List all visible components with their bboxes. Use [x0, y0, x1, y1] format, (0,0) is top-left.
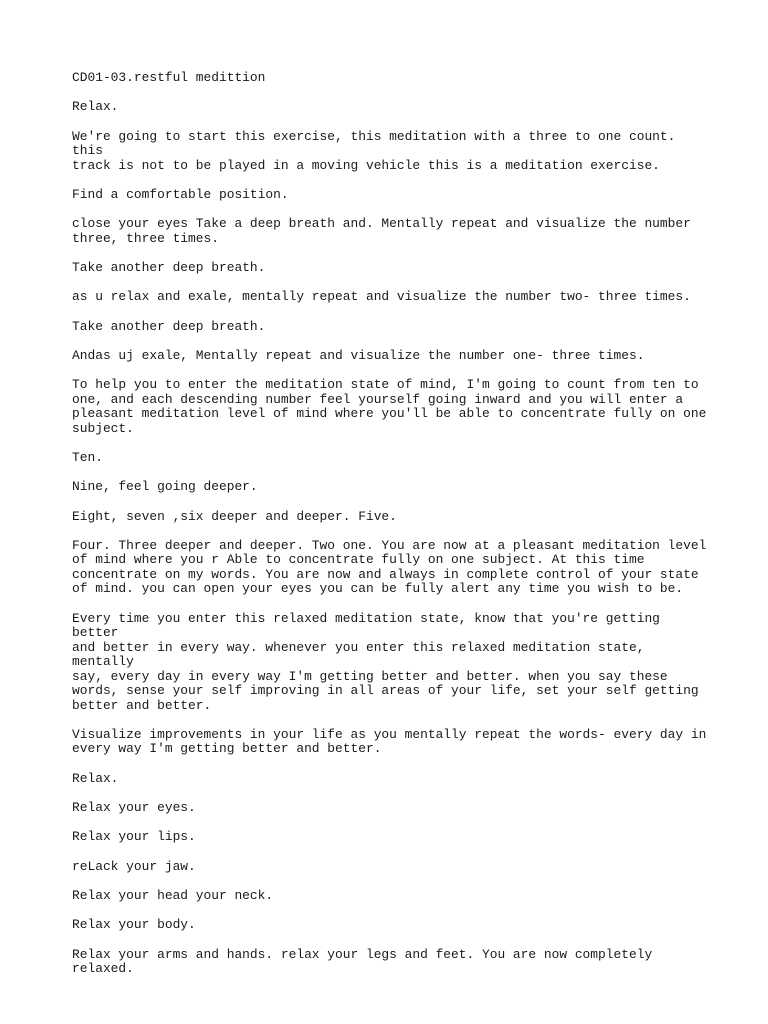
text-line: Take another deep breath. — [72, 318, 266, 334]
text-line: Take another deep breath. — [72, 259, 266, 275]
text-line: To help you to enter the meditation state of mind, I'm going to count from ten to — [72, 377, 699, 393]
text-line: reLack your jaw. — [72, 858, 196, 874]
paragraph — [72, 860, 712, 875]
paragraph — [72, 539, 712, 597]
text-line: Andas uj exale, Mentally repeat and visualize the number one- three times. — [72, 347, 645, 363]
text-line: subject. — [72, 420, 134, 436]
text-line: three, three times. — [72, 230, 219, 246]
paragraph — [72, 772, 712, 787]
document-title — [72, 71, 712, 86]
text-line: Ten. — [72, 449, 103, 465]
paragraph — [72, 349, 712, 364]
paragraph — [72, 217, 712, 246]
text-line: Find a comfortable position. — [72, 186, 289, 202]
text-line: relaxed. — [72, 961, 134, 977]
text-line: Four. Three deeper and deeper. Two one. You are now at a pleasant meditation level — [72, 537, 707, 553]
text-line: Relax your lips. — [72, 829, 196, 845]
paragraph — [72, 948, 712, 977]
text-line: Relax your eyes. — [72, 800, 196, 816]
text-line: as u relax and exale, mentally repeat and visualize the number two- three times. — [72, 289, 691, 305]
text-line: Relax. — [72, 770, 119, 786]
text-line: better and better. — [72, 697, 212, 713]
paragraph — [72, 918, 712, 933]
paragraph — [72, 451, 712, 466]
text-line: Nine, feel going deeper. — [72, 479, 258, 495]
text-line: say, every day in every way I'm getting better and better. when you say these — [72, 668, 668, 684]
paragraph — [72, 188, 712, 203]
text-line: every way I'm getting better and better. — [72, 741, 382, 757]
paragraph — [72, 290, 712, 305]
paragraph — [72, 261, 712, 276]
text-line: concentrate on my words. You are now and always in complete control of your state — [72, 566, 699, 582]
paragraph — [72, 480, 712, 495]
text-line: close your eyes Take a deep breath and. Mentally repeat and visualize the number — [72, 216, 691, 232]
paragraph — [72, 801, 712, 816]
text-line: track is not to be played in a moving vehicle this is a meditation exercise. — [72, 157, 660, 173]
text-line: We're going to start this exercise, this meditation with a three to one count. this — [72, 128, 684, 159]
text-line: Relax. — [72, 99, 119, 115]
paragraph — [72, 378, 712, 436]
document-page — [72, 71, 712, 991]
text-line: Eight, seven ,six deeper and deeper. Five. — [72, 508, 397, 524]
title-line: CD01-03.restful medittion — [72, 70, 266, 85]
text-line: of mind where you r Able to concentrate fully on one subject. At this time — [72, 552, 645, 568]
paragraph — [72, 612, 712, 714]
paragraph — [72, 100, 712, 115]
paragraph — [72, 510, 712, 525]
text-line: one, and each descending number feel yourself going inward and you will enter a — [72, 391, 684, 407]
document-body — [72, 100, 712, 976]
paragraph — [72, 320, 712, 335]
text-line: pleasant meditation level of mind where you'll be able to concentrate fully on one — [72, 406, 707, 422]
text-line: and better in every way. whenever you enter this relaxed meditation state, mentally — [72, 639, 653, 670]
paragraph — [72, 889, 712, 904]
paragraph — [72, 130, 712, 174]
text-line: Relax your body. — [72, 917, 196, 933]
paragraph — [72, 728, 712, 757]
text-line: Every time you enter this relaxed meditation state, know that you're getting better — [72, 610, 668, 641]
text-line: Relax your arms and hands. relax your legs and feet. You are now completely — [72, 946, 653, 962]
text-line: Relax your head your neck. — [72, 887, 274, 903]
text-line: words, sense your self improving in all areas of your life, set your self getting — [72, 683, 699, 699]
paragraph — [72, 830, 712, 845]
text-line: of mind. you can open your eyes you can be fully alert any time you wish to be. — [72, 581, 684, 597]
text-line: Visualize improvements in your life as you mentally repeat the words- every day in — [72, 726, 707, 742]
